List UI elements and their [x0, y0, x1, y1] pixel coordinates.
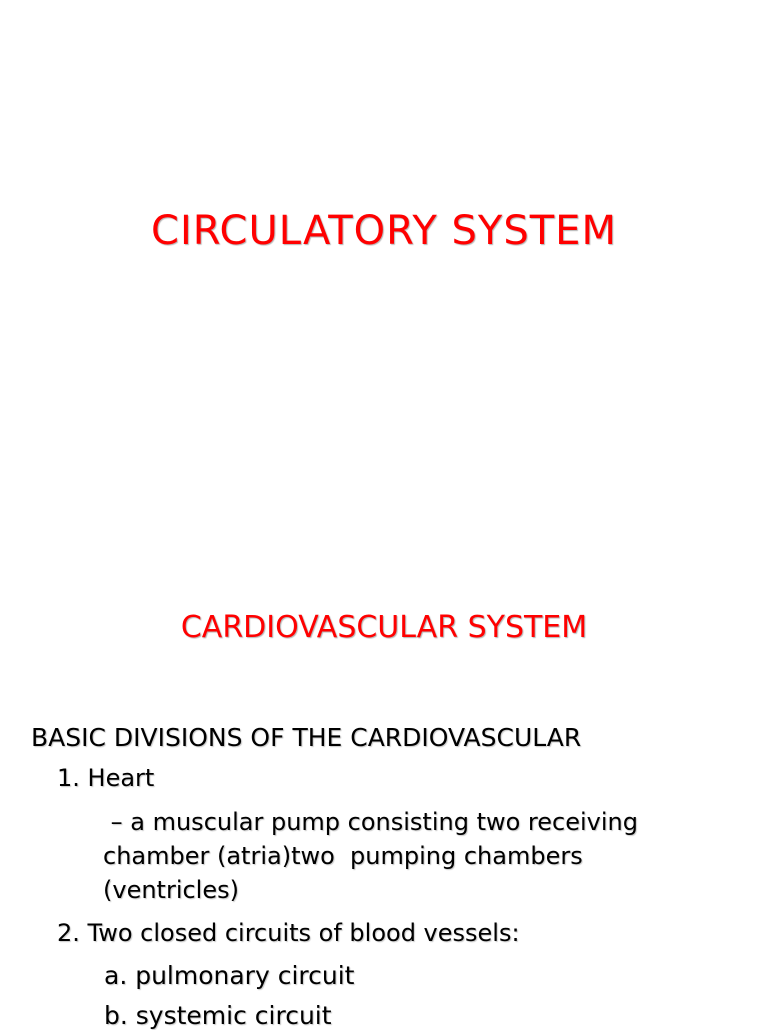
sub-item-systemic: b. systemic circuit — [104, 1001, 332, 1030]
slide-title: CIRCULATORY SYSTEM — [151, 208, 617, 254]
heart-description-line: chamber (atria)two pumping chambers — [103, 842, 583, 870]
sub-item-pulmonary: a. pulmonary circuit — [104, 961, 355, 990]
list-item-heart: 1. Heart — [57, 764, 155, 792]
slide-title: CARDIOVASCULAR SYSTEM — [180, 610, 588, 645]
list-item-circuits: 2. Two closed circuits of blood vessels: — [57, 919, 520, 947]
section-heading: BASIC DIVISIONS OF THE CARDIOVASCULAR — [31, 723, 582, 752]
slide-2 — [0, 560, 768, 1030]
heart-description-line: (ventricles) — [103, 876, 239, 904]
heart-description-line: – a muscular pump consisting two receiving — [103, 808, 638, 836]
